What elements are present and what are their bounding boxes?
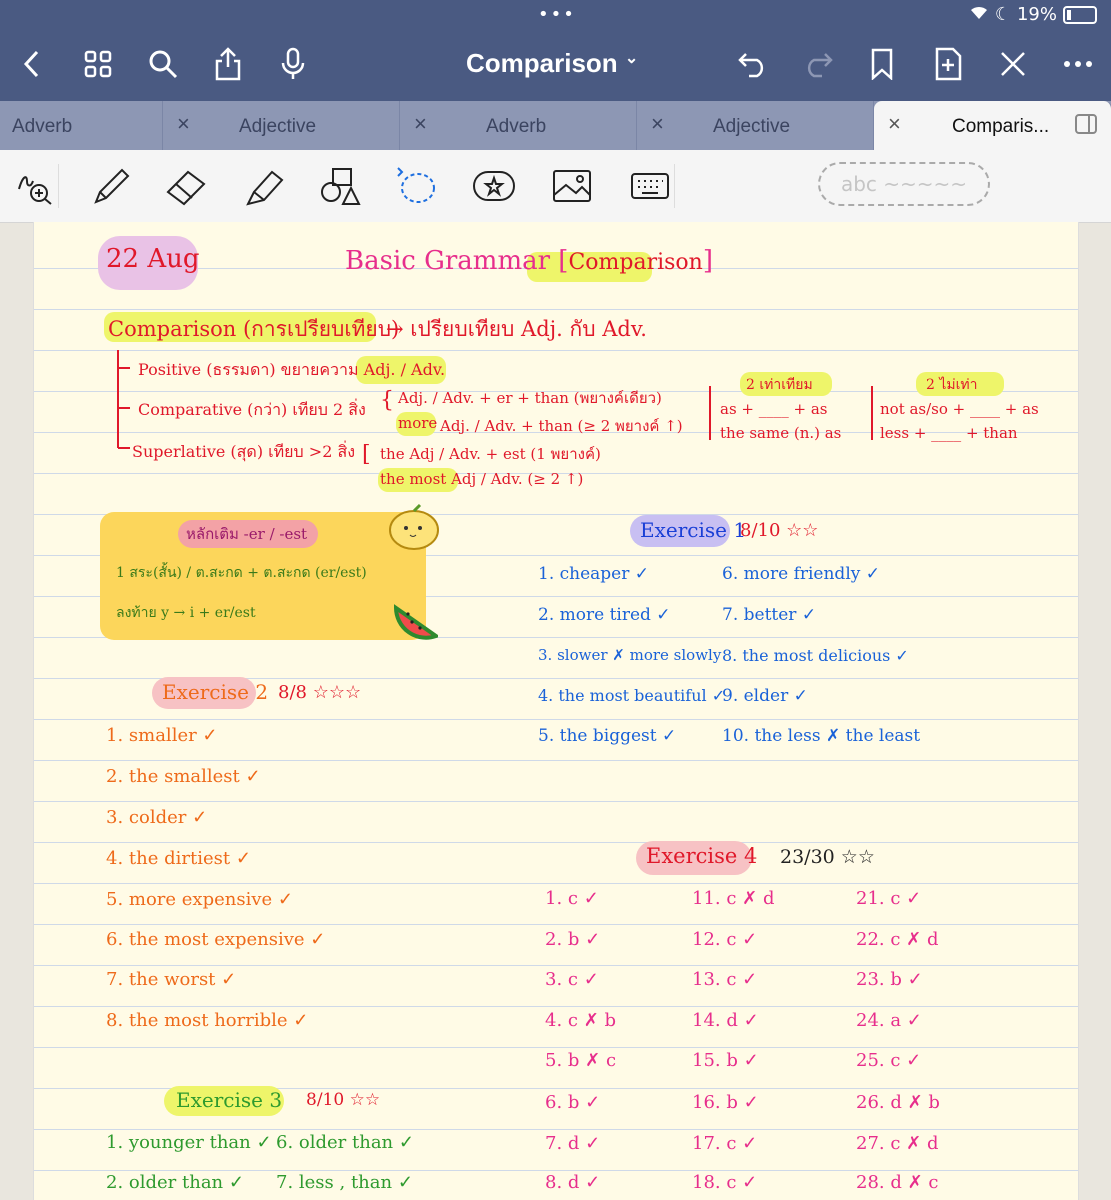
ex2-item: 5. more expensive ✓ — [106, 889, 293, 910]
search-icon[interactable] — [143, 44, 183, 84]
multitasking-dots-icon[interactable]: ••• — [538, 4, 576, 25]
superlative-rule-2: the most Adj / Adv. (≥ 2 ↑) — [380, 470, 584, 488]
comparative-rule-2: Adj. / Adv. + than (≥ 2 พยางค์ ↑) — [440, 417, 683, 435]
comparative-more: more — [398, 414, 438, 432]
equal-rule-2: the same (n.) as — [720, 424, 842, 442]
ex4-item: 15. b ✓ — [692, 1050, 759, 1071]
share-icon[interactable] — [208, 44, 248, 84]
note-date: 22 Aug — [106, 244, 200, 274]
ex4-item: 12. c ✓ — [692, 929, 758, 950]
sticky-rule-2: ลงท้าย y → i + er/est — [116, 605, 256, 621]
lasso-icon[interactable] — [392, 164, 440, 208]
ex3-item: 6. older than ✓ — [276, 1132, 414, 1153]
ex1-item: 9. elder ✓ — [722, 686, 808, 706]
tab-comparison[interactable]: × Comparis... — [874, 101, 1111, 150]
ex4-item: 17. c ✓ — [692, 1133, 758, 1154]
ex2-item: 1. smaller ✓ — [106, 725, 218, 746]
ex2-item: 8. the most horrible ✓ — [106, 1010, 309, 1031]
ex4-score: 23/30 ☆☆ — [780, 846, 875, 868]
positive-line: Positive (ธรรมดา) ขยายความ Adj. / Adv. — [138, 360, 446, 379]
grid-icon[interactable] — [78, 44, 118, 84]
status-bar — [969, 4, 1097, 25]
lemon-sticker — [388, 502, 442, 556]
ex4-item: 11. c ✗ d — [692, 888, 775, 909]
watermelon-sticker — [394, 598, 438, 646]
ex2-score: 8/8 ☆☆☆ — [278, 682, 362, 703]
ex4-item: 28. d ✗ c — [856, 1172, 939, 1193]
ex4-item: 14. d ✓ — [692, 1010, 759, 1031]
top-bar — [0, 0, 1111, 101]
equal-label: 2 เท่าเทียม — [746, 377, 813, 393]
notequal-rule-1: not as/so + ____ + as — [880, 400, 1039, 418]
superlative-line: Superlative (สุด) เทียบ >2 สิ่ง — [132, 442, 356, 461]
ex3-item: 1. younger than ✓ — [106, 1132, 272, 1153]
battery-percent: 19% — [1016, 4, 1057, 25]
close-tab-icon[interactable]: × — [651, 111, 664, 136]
comparative-brace: { — [380, 388, 394, 413]
ex4-item: 26. d ✗ b — [856, 1092, 940, 1113]
pen-icon[interactable] — [86, 164, 134, 208]
sticky-rule-1: 1 สระ(สั้น) / ต.สะกด + ต.สะกด (er/est) — [116, 565, 367, 581]
tab-adjective-1[interactable]: × Adjective — [163, 101, 400, 150]
ex4-item: 18. c ✓ — [692, 1172, 758, 1193]
ex2-item: 7. the worst ✓ — [106, 969, 237, 990]
ex1-item: 1. cheaper ✓ — [538, 564, 650, 584]
ex1-item: 6. more friendly ✓ — [722, 564, 881, 584]
ex1-item: 4. the most beautiful ✓ — [538, 686, 726, 705]
shapes-icon[interactable] — [316, 164, 364, 208]
undo-icon[interactable] — [733, 44, 773, 84]
heading-tail: → เปรียบเทียบ Adj. กับ Adv. — [386, 317, 647, 341]
ex1-title: Exercise 1 — [640, 518, 747, 542]
bookmark-icon[interactable] — [862, 44, 902, 84]
tab-adverb-2[interactable]: × Adverb — [400, 101, 637, 150]
back-chevron-icon[interactable] — [12, 44, 52, 84]
notequal-label: 2 ไม่เท่า — [926, 377, 978, 393]
close-tab-icon[interactable]: × — [177, 111, 190, 136]
ex4-title: Exercise 4 — [646, 844, 758, 868]
ex4-item: 13. c ✓ — [692, 969, 758, 990]
ex2-title: Exercise 2 — [162, 680, 269, 704]
title-chevron-icon: ⌄ — [624, 50, 639, 67]
microphone-icon[interactable] — [273, 44, 313, 84]
redo-icon[interactable] — [798, 44, 838, 84]
comparative-line: Comparative (กว่า) เทียบ 2 สิ่ง — [138, 400, 366, 419]
ex1-item: 8. the most delicious ✓ — [722, 646, 909, 665]
ex1-item: 3. slower ✗ more slowly — [538, 646, 722, 664]
pen-toolbar — [0, 150, 1111, 223]
ex3-title: Exercise 3 — [176, 1088, 283, 1112]
handwriting-placeholder[interactable]: abc ~~~~~ — [818, 162, 990, 206]
ex4-item: 21. c ✓ — [856, 888, 922, 909]
superlative-brace: [ — [362, 442, 371, 467]
equal-rule-1: as + ____ + as — [720, 400, 828, 418]
ex4-item: 6. b ✓ — [545, 1092, 601, 1113]
sticker-icon[interactable] — [470, 164, 518, 208]
sticky-title: หลักเติม -er / -est — [186, 525, 308, 543]
add-page-icon[interactable] — [928, 44, 968, 84]
ex4-item: 1. c ✓ — [545, 888, 599, 909]
moon-icon: ☾ — [994, 4, 1011, 25]
ex1-item: 7. better ✓ — [722, 605, 817, 625]
ex4-item: 23. b ✓ — [856, 969, 923, 990]
ex4-item: 5. b ✗ c — [545, 1050, 617, 1071]
highlighter-icon[interactable] — [240, 164, 288, 208]
tab-bar — [0, 101, 1111, 150]
ex4-item: 3. c ✓ — [545, 969, 599, 990]
tab-adjective-2[interactable]: × Adjective — [637, 101, 874, 150]
close-tab-icon[interactable]: × — [414, 111, 427, 136]
close-tab-icon[interactable]: × — [888, 111, 901, 136]
comparison-heading: Comparison (การเปรียบเทียบ) — [108, 317, 400, 341]
ex3-score: 8/10 ☆☆ — [306, 1090, 381, 1110]
ex4-item: 24. a ✓ — [856, 1010, 922, 1031]
ex2-item: 2. the smallest ✓ — [106, 766, 261, 787]
ex4-item: 22. c ✗ d — [856, 929, 939, 950]
ex2-item: 4. the dirtiest ✓ — [106, 848, 251, 869]
zoom-writing-icon[interactable] — [10, 164, 59, 208]
image-icon[interactable] — [548, 164, 596, 208]
ex4-item: 2. b ✓ — [545, 929, 601, 950]
ex1-item: 2. more tired ✓ — [538, 605, 671, 625]
ex4-item: 16. b ✓ — [692, 1092, 759, 1113]
ex4-item: 27. c ✗ d — [856, 1133, 939, 1154]
more-dots-icon[interactable] — [1058, 44, 1098, 84]
wifi-icon — [969, 4, 989, 25]
ex2-item: 6. the most expensive ✓ — [106, 929, 326, 950]
ex1-score: 8/10 ☆☆ — [740, 520, 819, 541]
ex4-item: 4. c ✗ b — [545, 1010, 617, 1031]
eraser-icon[interactable] — [162, 164, 210, 208]
document-title[interactable]: Comparison ⌄ — [466, 48, 639, 78]
notequal-rule-2: less + ____ + than — [880, 424, 1018, 442]
ex1-item: 10. the less ✗ the least — [722, 726, 921, 746]
keyboard-icon[interactable] — [626, 164, 675, 208]
note-title: Basic Grammar [Comparison] — [345, 246, 713, 276]
ex4-item: 7. d ✓ — [545, 1133, 601, 1154]
superlative-rule-1: the Adj / Adv. + est (1 พยางค์) — [380, 445, 601, 463]
ex3-item: 7. less , than ✓ — [276, 1172, 413, 1193]
ex1-item: 5. the biggest ✓ — [538, 726, 677, 746]
ex3-item: 2. older than ✓ — [106, 1172, 244, 1193]
ex4-item: 25. c ✓ — [856, 1050, 922, 1071]
ex4-item: 8. d ✓ — [545, 1172, 601, 1193]
close-pen-icon[interactable] — [993, 44, 1033, 84]
comparative-rule-1: Adj. / Adv. + er + than (พยางค์เดียว) — [398, 389, 662, 407]
battery-icon — [1063, 6, 1097, 24]
tab-adverb-1[interactable]: Adverb — [0, 101, 163, 150]
ex2-item: 3. colder ✓ — [106, 807, 208, 828]
sidebar-toggle-icon[interactable] — [1074, 113, 1098, 141]
